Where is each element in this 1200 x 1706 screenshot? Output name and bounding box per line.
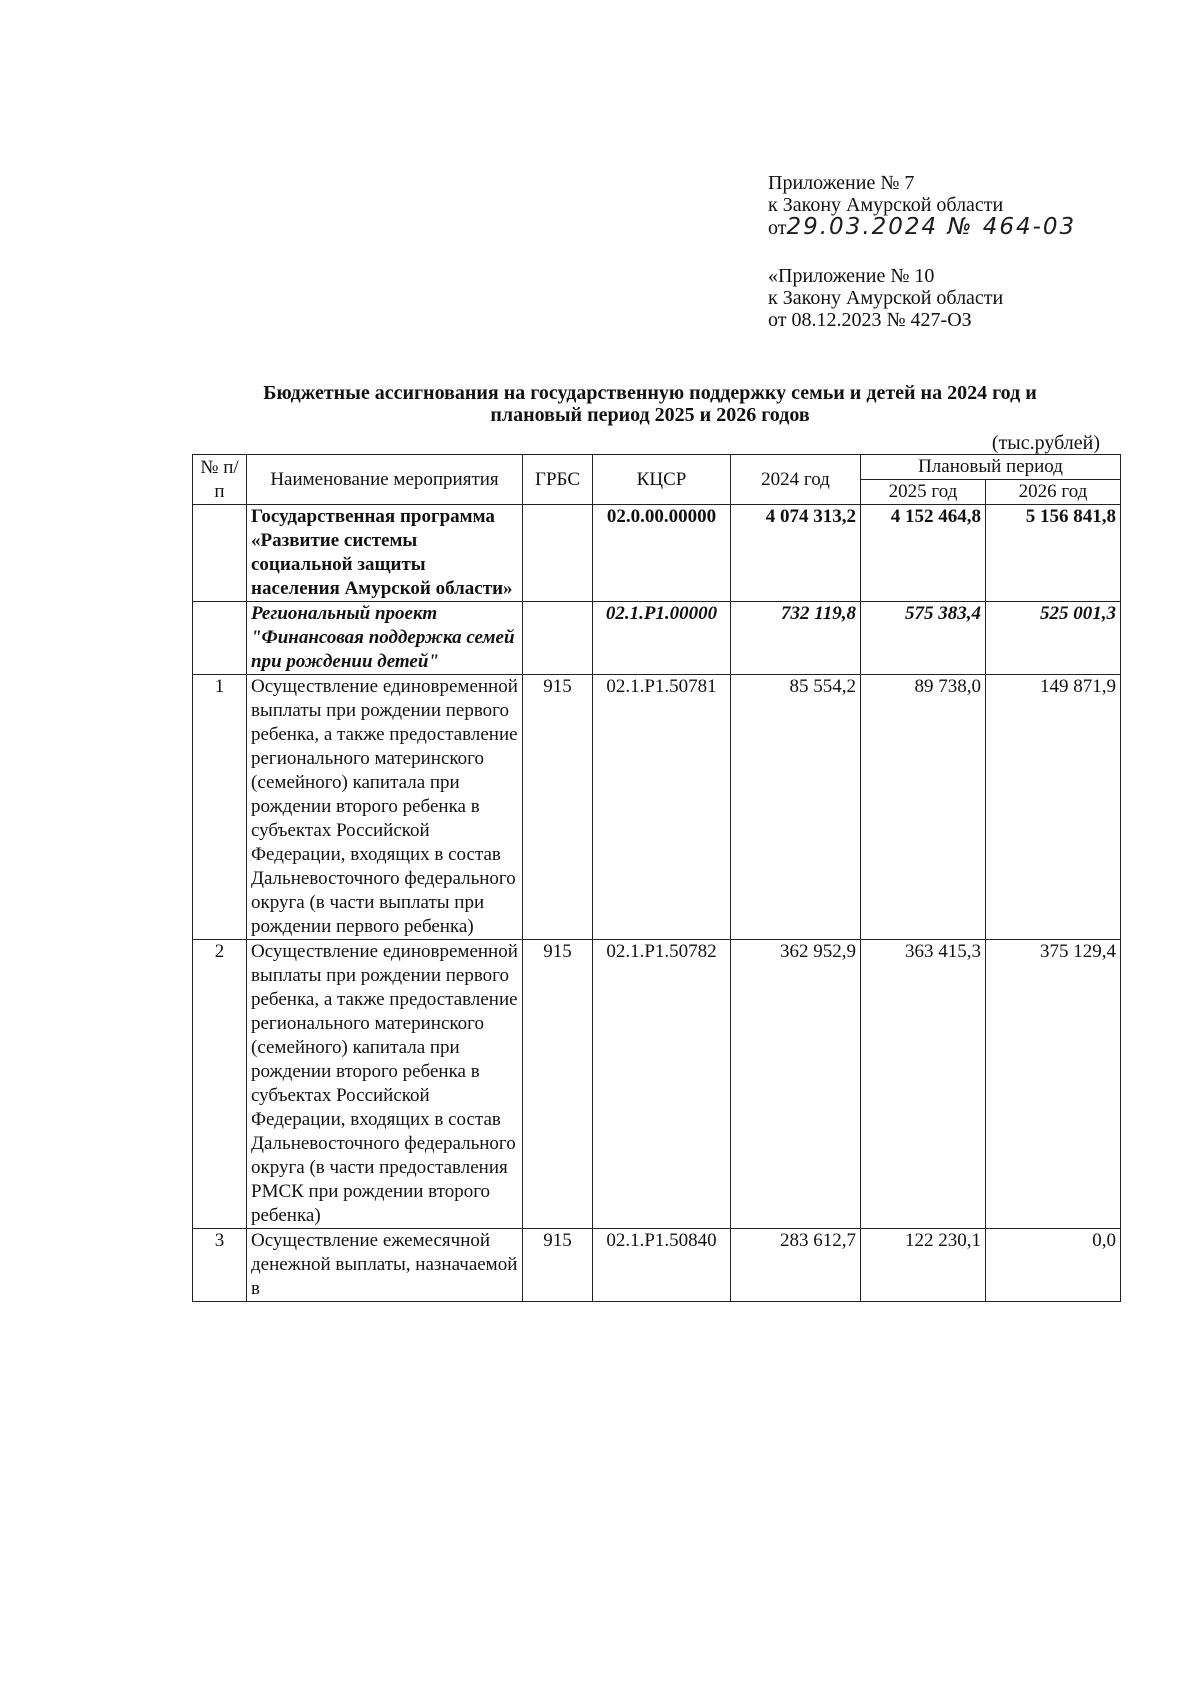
cell-num: 1 <box>193 675 247 940</box>
cell-2025: 363 415,3 <box>861 940 986 1229</box>
cell-2025: 89 738,0 <box>861 675 986 940</box>
header-2025: 2025 год <box>861 480 986 505</box>
handwritten-date-number: 29.03.2024 № 464-03 <box>786 214 1077 240</box>
appendix-law-ref: к Закону Амурской области <box>768 194 1004 216</box>
header-2024: 2024 год <box>731 455 861 505</box>
cell-name: Государственная программа «Развитие системы социальной защиты населения Амурской области» <box>247 505 523 602</box>
cell-grbs <box>523 505 593 602</box>
cell-name: Осуществление единовременной выплаты при рождении первого ребенка, а также предоставление регионального материнского (семейного) капитала при рождении второго ребенка в субъектах Российской Федерации, входящих в состав Дальневосточного федерального округа (в части выплаты при рождении первого ребенка) <box>247 675 523 940</box>
header-2026: 2026 год <box>986 480 1121 505</box>
cell-kcsr: 02.1.Р1.50782 <box>593 940 731 1229</box>
header-grbs: ГРБС <box>523 455 593 505</box>
cell-num <box>193 602 247 675</box>
cell-kcsr: 02.1.Р1.50840 <box>593 1229 731 1302</box>
cell-kcsr: 02.1.Р1.50781 <box>593 675 731 940</box>
cell-grbs <box>523 602 593 675</box>
header-kcsr: КЦСР <box>593 455 731 505</box>
appendix-header-current <box>768 172 1168 239</box>
document-title <box>190 382 1110 426</box>
units-label: (тыс.рублей) <box>991 432 1100 454</box>
table-row-program <box>193 505 1121 602</box>
cell-2024: 732 119,8 <box>731 602 861 675</box>
document-title-line1: Бюджетные ассигнования на государственную поддержку семьи и детей на 2024 год и <box>263 382 1037 404</box>
cell-grbs: 915 <box>523 675 593 940</box>
cell-kcsr: 02.1.Р1.00000 <box>593 602 731 675</box>
table-row <box>193 940 1121 1229</box>
table-row <box>193 675 1121 940</box>
original-appendix-law-ref: к Закону Амурской области <box>768 287 1004 309</box>
appendix-header-original <box>768 265 1168 331</box>
appendix-date-line <box>768 216 1168 239</box>
cell-2026: 5 156 841,8 <box>986 505 1121 602</box>
table-row <box>193 1229 1121 1302</box>
document-title-line2: плановый период 2025 и 2026 годов <box>490 404 810 426</box>
cell-grbs: 915 <box>523 940 593 1229</box>
cell-2026: 149 871,9 <box>986 675 1121 940</box>
cell-grbs: 915 <box>523 1229 593 1302</box>
cell-num <box>193 505 247 602</box>
cell-num: 2 <box>193 940 247 1229</box>
cell-2024: 283 612,7 <box>731 1229 861 1302</box>
appendix-number: Приложение № 7 <box>768 172 915 194</box>
header-name: Наименование мероприятия <box>247 455 523 505</box>
cell-num: 3 <box>193 1229 247 1302</box>
table-header-row <box>193 455 1121 480</box>
header-planned-period: Плановый период <box>861 455 1121 480</box>
original-appendix-number: «Приложение № 10 <box>768 265 935 287</box>
cell-name: Осуществление ежемесячной денежной выплаты, назначаемой в <box>247 1229 523 1302</box>
budget-table <box>192 454 1121 1302</box>
appendix-date-prefix: от <box>768 217 787 239</box>
cell-name: Осуществление единовременной выплаты при рождении первого ребенка, а также предоставление регионального материнского (семейного) капитала при рождении второго ребенка в субъектах Российской Федерации, входящих в состав Дальневосточного федерального округа (в части предоставления РМСК при рождении второго ребенка) <box>247 940 523 1229</box>
cell-2026: 525 001,3 <box>986 602 1121 675</box>
cell-2026: 375 129,4 <box>986 940 1121 1229</box>
cell-2024: 85 554,2 <box>731 675 861 940</box>
cell-2024: 362 952,9 <box>731 940 861 1229</box>
cell-2026: 0,0 <box>986 1229 1121 1302</box>
cell-2024: 4 074 313,2 <box>731 505 861 602</box>
cell-2025: 575 383,4 <box>861 602 986 675</box>
cell-2025: 4 152 464,8 <box>861 505 986 602</box>
original-appendix-date: от 08.12.2023 № 427-ОЗ <box>768 309 972 331</box>
cell-2025: 122 230,1 <box>861 1229 986 1302</box>
cell-kcsr: 02.0.00.00000 <box>593 505 731 602</box>
table-row-project <box>193 602 1121 675</box>
cell-name: Региональный проект "Финансовая поддержка семей при рождении детей" <box>247 602 523 675</box>
header-num: № п/п <box>193 455 247 505</box>
